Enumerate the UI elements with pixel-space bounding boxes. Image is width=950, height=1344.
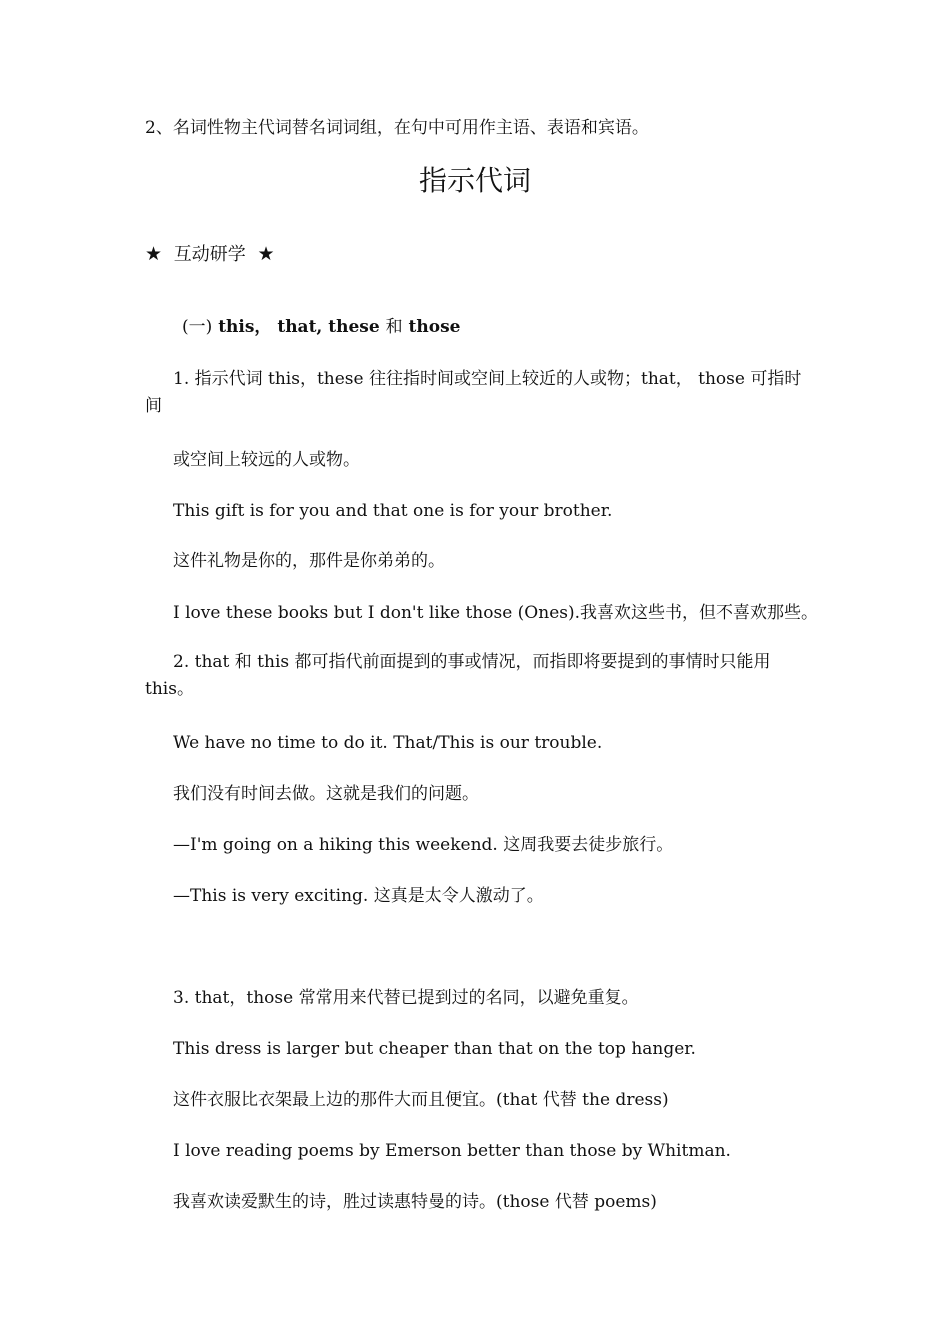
point-3-example-1-en: This dress is larger but cheaper than that on the top hanger. [173, 1039, 696, 1059]
point-3-example-1-cn: 这件衣服比衣架最上边的那件大而且便宜。(that 代替 the dress) [173, 1090, 669, 1110]
point-2-dialog-2: —This is very exciting. 这真是太令人激动了。 [173, 886, 544, 906]
point-3-example-2-cn: 我喜欢读爱默生的诗，胜过读惠特曼的诗。(those 代替 poems) [173, 1192, 657, 1212]
point-3-text: 3. that，those 常常用来代替已提到过的名同，以避免重复。 [173, 988, 639, 1008]
point-2-example-en: We have no time to do it. That/This is our trouble. [173, 733, 603, 753]
section-words: this， that, these [218, 317, 380, 337]
point-2-example-cn: 我们没有时间去做。这就是我们的问题。 [173, 784, 479, 804]
page-title: 指示代词 [418, 164, 531, 197]
section-prefix: (一) [182, 317, 213, 337]
section-conj: 和 [385, 317, 403, 337]
intro-line: 2、名词性物主代词替名词词组，在句中可用作主语、表语和宾语。 [145, 118, 649, 138]
banner-text: 互动研学 [173, 244, 246, 265]
point-1-text: 1. 指示代词 this，these 往往指时间或空间上较近的人或物；that， those 可指时间 [145, 369, 802, 416]
point-3-example-2-en: I love reading poems by Emerson better than those by Whitman. [173, 1141, 731, 1161]
point-1-example-en: This gift is for you and that one is for your brother. [173, 501, 613, 521]
point-2-text: 2. that 和 this 都可指代前面提到的事或情况，而指即将要提到的事情时只能用 this。 [145, 652, 771, 699]
point-1-example-cn: 这件礼物是你的，那件是你弟弟的。 [173, 551, 445, 571]
star-icon: ★ [257, 243, 275, 265]
section-last: those [408, 317, 461, 337]
point-2-dialog-1: —I'm going on a hiking this weekend. 这周我要去徒步旅行。 [173, 835, 674, 855]
section-heading [182, 317, 460, 337]
star-icon: ★ [145, 243, 163, 265]
point-1-example-2: I love these books but I don't like those (Ones).我喜欢这些书，但不喜欢那些。 [173, 603, 819, 623]
point-1-continuation: 或空间上较远的人或物。 [173, 450, 360, 470]
section-banner [145, 243, 275, 266]
